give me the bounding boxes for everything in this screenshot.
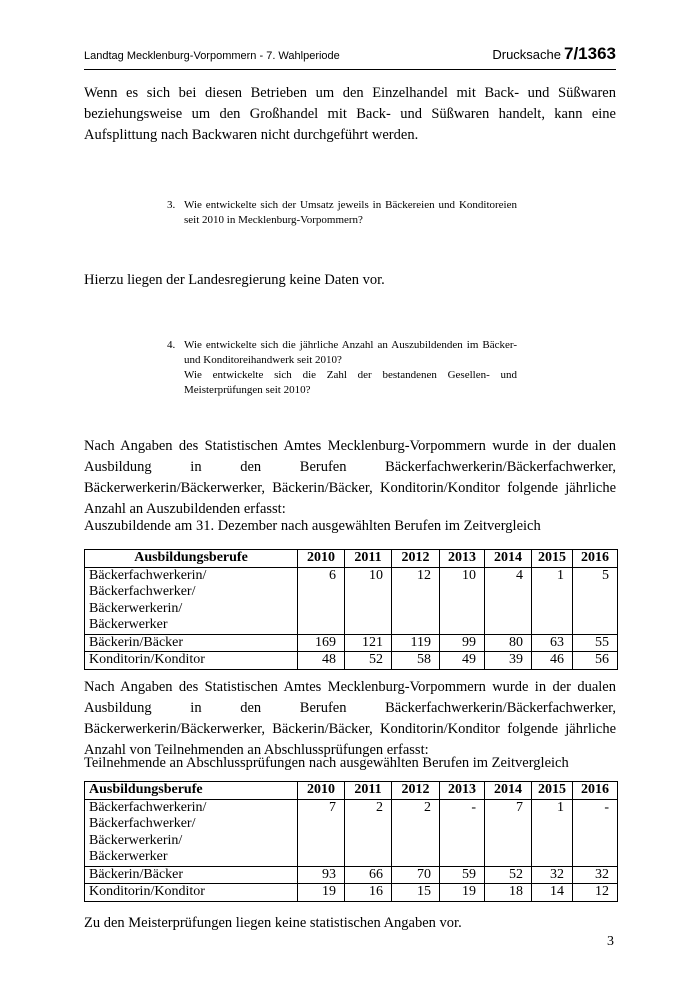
question-4-number: 4. — [167, 339, 176, 351]
row-label-line: Bäckerwerkerin/ — [89, 832, 183, 848]
question-3 — [167, 198, 517, 228]
table-cell: 55 — [573, 634, 618, 652]
row-label-line: Bäckerfachwerkerin/ — [89, 799, 207, 815]
table-cell: 46 — [532, 652, 573, 670]
row-label-line: Bäckerwerker — [89, 617, 168, 632]
column-header: 2015 — [532, 550, 573, 568]
table-cell: 99 — [440, 634, 485, 652]
table-row — [85, 799, 618, 866]
column-header: 2011 — [345, 782, 392, 800]
row-label: Konditorin/Konditor — [85, 652, 298, 670]
row-label: Konditorin/Konditor — [85, 884, 298, 902]
master-exam-note: Zu den Meisterprüfungen liegen keine statistischen Angaben vor. — [84, 915, 462, 931]
table-cell: 119 — [392, 634, 440, 652]
exam-participants-paragraph: Nach Angaben des Statistischen Amtes Mecklenburg-Vorpommern wurde in der dualen Ausbildung in den Berufen Bäckerfachwerkerin/Bäckerfachwerker, Bäckerwerkerin/Bäckerwerker, Bäckerin/Bäcker, Konditorin/Konditor folgende jährliche Anzahl von Teilnehmenden an Abschlussprüfungen erfasst: — [84, 679, 616, 758]
column-header: Ausbildungsberufe — [85, 782, 298, 800]
table-row — [85, 567, 618, 634]
table-cell: 14 — [532, 884, 573, 902]
table-cell: - — [573, 799, 618, 866]
row-label: Bäckerin/Bäcker — [85, 866, 298, 884]
column-header: 2010 — [298, 782, 345, 800]
table-cell: 32 — [532, 866, 573, 884]
table-cell: 63 — [532, 634, 573, 652]
table-cell: 58 — [392, 652, 440, 670]
page-number: 3 — [607, 934, 614, 949]
table-cell: 70 — [392, 866, 440, 884]
header-doc-label: Drucksache — [492, 47, 561, 62]
exam-participants-table — [84, 781, 618, 902]
header-doc-number: 7/1363 — [564, 44, 616, 63]
column-header: 2013 — [440, 782, 485, 800]
table-cell: 49 — [440, 652, 485, 670]
row-label-line: Bäckerwerker — [89, 849, 168, 864]
table-cell: 16 — [345, 884, 392, 902]
question-3-number: 3. — [167, 199, 176, 211]
table-header-row — [85, 782, 618, 800]
table-cell: 56 — [573, 652, 618, 670]
table-row — [85, 652, 618, 670]
answer-3: Hierzu liegen der Landesregierung keine Daten vor. — [84, 272, 385, 288]
column-header: 2011 — [345, 550, 392, 568]
table-cell: 7 — [485, 799, 532, 866]
table-cell: 1 — [532, 567, 573, 634]
column-header: 2016 — [573, 782, 618, 800]
table-cell: 10 — [345, 567, 392, 634]
row-label — [85, 799, 298, 866]
table-cell: 169 — [298, 634, 345, 652]
table-cell: 39 — [485, 652, 532, 670]
column-header: 2015 — [532, 782, 573, 800]
table1-caption: Auszubildende am 31. Dezember nach ausgewählten Berufen im Zeitvergleich — [84, 518, 541, 534]
table-cell: 80 — [485, 634, 532, 652]
column-header: 2014 — [485, 550, 532, 568]
table2-caption: Teilnehmende an Abschlussprüfungen nach ausgewählten Berufen im Zeitvergleich — [84, 755, 569, 771]
table-cell: 59 — [440, 866, 485, 884]
column-header: 2012 — [392, 782, 440, 800]
header-document-id — [492, 44, 616, 64]
apprentices-table — [84, 549, 618, 670]
table-cell: 12 — [392, 567, 440, 634]
table-cell: 2 — [392, 799, 440, 866]
page-header — [84, 43, 616, 70]
table-cell: 19 — [440, 884, 485, 902]
table-cell: 93 — [298, 866, 345, 884]
table-cell: 66 — [345, 866, 392, 884]
row-label-line: Bäckerwerkerin/ — [89, 600, 183, 616]
table-cell: 48 — [298, 652, 345, 670]
column-header: 2014 — [485, 782, 532, 800]
row-label-line: Bäckerfachwerkerin/ — [89, 567, 207, 583]
table-row — [85, 884, 618, 902]
table-cell: 5 — [573, 567, 618, 634]
table-cell: 121 — [345, 634, 392, 652]
column-header: 2010 — [298, 550, 345, 568]
question-4-text-2: Wie entwickelte sich die Zahl der bestandenen Gesellen- und Meisterprüfungen seit 2010? — [184, 369, 517, 396]
table-cell: 10 — [440, 567, 485, 634]
table-cell: 2 — [345, 799, 392, 866]
column-header: 2016 — [573, 550, 618, 568]
table-cell: 15 — [392, 884, 440, 902]
table-cell: 19 — [298, 884, 345, 902]
table-cell: 7 — [298, 799, 345, 866]
table-cell: 18 — [485, 884, 532, 902]
column-header: 2012 — [392, 550, 440, 568]
column-header: Ausbildungsberufe — [85, 550, 298, 568]
row-label — [85, 567, 298, 634]
table-cell: - — [440, 799, 485, 866]
table-cell: 6 — [298, 567, 345, 634]
table-cell: 12 — [573, 884, 618, 902]
row-label-line: Bäckerfachwerker/ — [89, 816, 196, 831]
table-cell: 4 — [485, 567, 532, 634]
column-header: 2013 — [440, 550, 485, 568]
question-3-text: Wie entwickelte sich der Umsatz jeweils in Bäckereien und Konditoreien seit 2010 in Mecklenburg-Vorpommern? — [184, 199, 517, 226]
question-4 — [167, 338, 517, 398]
table-cell: 52 — [345, 652, 392, 670]
apprentices-paragraph: Nach Angaben des Statistischen Amtes Mecklenburg-Vorpommern wurde in der dualen Ausbildung in den Berufen Bäckerfachwerkerin/Bäckerfachwerker, Bäckerwerkerin/Bäckerwerker, Bäckerin/Bäcker, Konditorin/Konditor folgende jährliche Anzahl an Auszubildenden erfasst: — [84, 438, 616, 517]
header-parliament-title: Landtag Mecklenburg-Vorpommern - 7. Wahlperiode — [84, 50, 340, 62]
table-row — [85, 866, 618, 884]
intro-paragraph: Wenn es sich bei diesen Betrieben um den Einzelhandel mit Back- und Süßwaren beziehungsweise um den Großhandel mit Back- und Süßwaren handelt, kann eine Aufsplittung nach Backwaren nicht durchgeführt werden. — [84, 85, 616, 143]
table-header-row — [85, 550, 618, 568]
row-label-line: Bäckerfachwerker/ — [89, 584, 196, 599]
table-row — [85, 634, 618, 652]
table-cell: 32 — [573, 866, 618, 884]
table-cell: 52 — [485, 866, 532, 884]
question-4-text-1: Wie entwickelte sich die jährliche Anzahl an Auszubildenden im Bäcker- und Konditoreihandwerk seit 2010? — [184, 339, 517, 366]
table-cell: 1 — [532, 799, 573, 866]
row-label: Bäckerin/Bäcker — [85, 634, 298, 652]
